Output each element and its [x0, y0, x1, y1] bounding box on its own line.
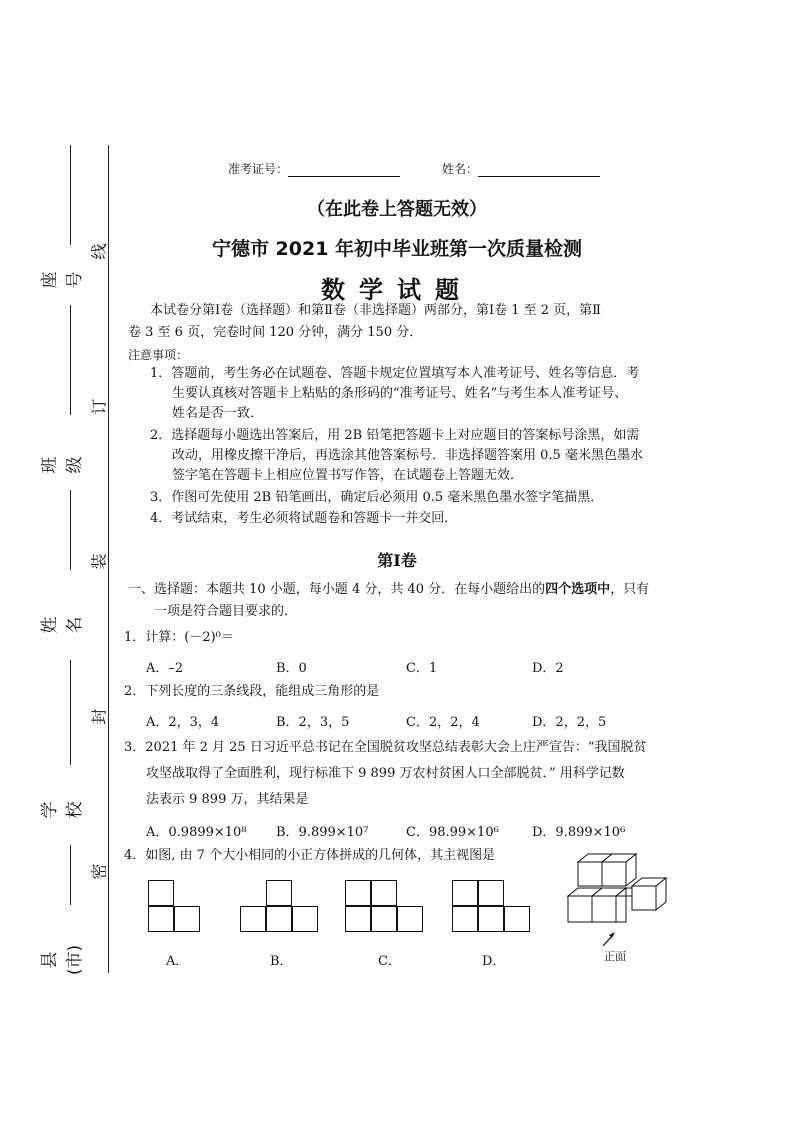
q4-label-d: D．	[482, 954, 506, 969]
q2-option-c: C．2，2，4	[406, 715, 480, 730]
square-cell	[478, 906, 504, 932]
square-cell	[371, 880, 397, 906]
q3-option-a: A．0.9899×10⁸	[146, 825, 247, 840]
square-cell	[478, 880, 504, 906]
question-2-stem: 2．下列长度的三条线段，能组成三角形的是	[124, 684, 380, 699]
binding-char-install: 装	[89, 553, 109, 570]
note-2-line-2: 改动，用橡皮擦干净后，再选涂其他答案标号．非选择题答案用 0.5 毫米黑色墨水	[172, 448, 643, 463]
note-2-line-1: 2．选择题每小题选出答案后，用 2B 铅笔把答题卡上对应题目的答案标号涂黑，如需	[150, 428, 640, 443]
q1-option-c: C．1	[406, 661, 438, 676]
q4-label-c: C．	[378, 954, 401, 969]
section-1-tail: ，只有	[610, 582, 650, 597]
q2-option-a: A．2，3，4	[146, 715, 220, 730]
name-label: 姓名：	[442, 162, 479, 176]
square-cell	[148, 906, 174, 932]
square-cell	[148, 880, 174, 906]
section-1-line-2: 一项是符合题目要求的．	[154, 604, 298, 619]
square-cell	[504, 906, 530, 932]
name-field	[442, 160, 600, 177]
question-4-stem: 4．如图, 由 7 个大小相同的小正方体拼成的几何体，其主视图是	[124, 848, 496, 863]
exam-id-field	[228, 160, 400, 177]
q4-figure-c	[345, 880, 425, 940]
section-1-line-1	[128, 580, 649, 600]
cube	[602, 854, 636, 886]
school-label: 学校	[40, 801, 85, 819]
q4-figure-d	[452, 880, 532, 940]
note-1-line-3: 姓名是否一致．	[172, 406, 264, 421]
note-4: 4．考试结束，考生必须将试题卷和答题卡一并交回．	[150, 511, 458, 526]
square-cell	[345, 880, 371, 906]
q3-option-d: D．9.899×10⁶	[532, 825, 626, 840]
square-cell	[452, 906, 478, 932]
q1-option-d: D．2	[532, 661, 564, 676]
intro-line-1: 本试卷分第Ⅰ卷（选择题）和第Ⅱ卷（非选择题）两部分，第Ⅰ卷 1 至 2 页，第Ⅱ	[150, 303, 602, 318]
square-cell	[452, 880, 478, 906]
note-3: 3．作图可先使用 2B 铅笔画出，确定后必须用 0.5 毫米黑色墨水签字笔描黑．	[150, 490, 604, 505]
part1-title: 第Ⅰ卷	[377, 551, 417, 570]
binding-char-line: 线	[89, 243, 109, 260]
section-1-text: 一、选择题：本题共 10 小题，每小题 4 分，共 40 分．在每小题给出的	[128, 582, 546, 597]
name-label: 姓名	[40, 616, 85, 634]
q4-label-a: A．	[166, 954, 189, 969]
question-3-line-3: 法表示 9 899 万，其结果是	[146, 792, 309, 807]
class-label: 班级	[40, 456, 85, 474]
q1-option-a: A．–2	[146, 661, 184, 676]
q4-figure-b	[240, 880, 320, 940]
note-2-line-3: 签字笔在答题卡上相应位置书写作答，在试题卷上答题无效．	[172, 468, 524, 483]
q4-label-b: B．	[270, 954, 293, 969]
question-1-stem: 1．计算：(－2)⁰＝	[124, 630, 234, 645]
front-label: 正面	[604, 950, 626, 963]
q3-option-c: C．98.99×10⁶	[406, 825, 499, 840]
subject-title: 数学试题	[321, 276, 473, 304]
exam-title: 宁德市 2021 年初中毕业班第一次质量检测	[211, 238, 583, 260]
front-arrow-icon	[600, 930, 620, 948]
q1-option-b: B．0	[276, 661, 307, 676]
county-blank	[70, 845, 71, 905]
binding-char-secret: 密	[89, 863, 109, 880]
intro-line-2: 卷 3 至 6 页，完卷时间 120 分钟，满分 150 分．	[128, 325, 423, 340]
cube-solid-figure	[562, 852, 672, 942]
invalid-note: （在此卷上答题无效）	[307, 199, 487, 220]
q2-option-b: B．2，3，5	[276, 715, 350, 730]
notes-heading: 注意事项：	[128, 348, 189, 362]
exam-id-blank	[288, 162, 400, 177]
square-cell	[174, 906, 200, 932]
square-cell	[345, 906, 371, 932]
binding-char-seal: 封	[89, 708, 109, 725]
county-label: 县(市)	[40, 944, 85, 976]
square-cell	[240, 906, 266, 932]
cube	[632, 878, 666, 910]
section-1-emphasis: 四个选项中	[545, 582, 611, 597]
class-blank	[70, 305, 71, 415]
name-blank-header	[478, 162, 600, 177]
binding-char-order: 订	[89, 398, 109, 415]
square-cell	[292, 906, 318, 932]
q4-figure-a	[148, 880, 228, 940]
square-cell	[266, 906, 292, 932]
school-blank	[70, 660, 71, 765]
note-1-line-2: 生要认真核对答题卡上粘贴的条形码的“准考证号、姓名”与考生本人准考证号、	[172, 386, 628, 401]
question-3-line-2: 攻坚战取得了全面胜利，现行标准下 9 899 万农村贫困人口全部脱贫．” 用科学记数	[146, 766, 625, 781]
square-cell	[397, 906, 423, 932]
seat-number-label: 座号	[40, 271, 85, 289]
question-3-line-1: 3．2021 年 2 月 25 日习近平总书记在全国脱贫攻坚总结表彰大会上庄严宣告：“我国脱贫	[124, 740, 647, 755]
exam-id-label: 准考证号：	[228, 162, 289, 176]
q3-option-b: B．9.899×10⁷	[276, 825, 369, 840]
note-1-line-1: 1．答题前，考生务必在试题卷、答题卡规定位置填写本人准考证号、姓名等信息．考	[150, 366, 640, 381]
square-cell	[371, 906, 397, 932]
square-cell	[266, 880, 292, 906]
q2-option-d: D．2，2，5	[532, 715, 607, 730]
